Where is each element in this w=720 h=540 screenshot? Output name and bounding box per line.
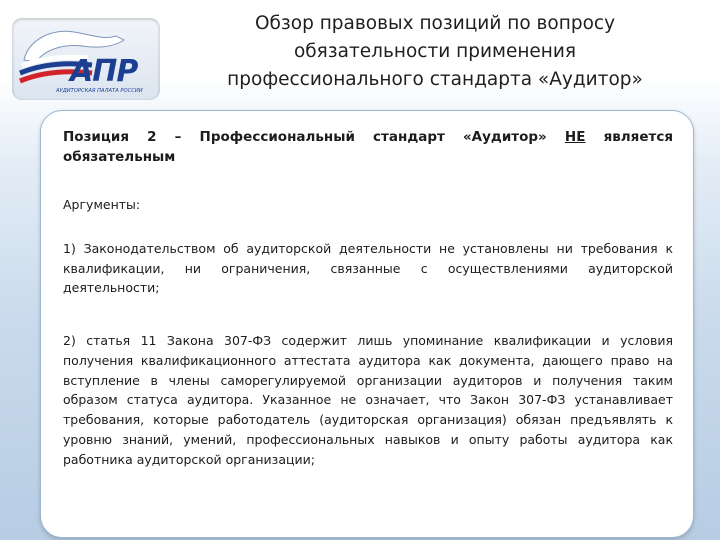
logo-text: АПР bbox=[70, 54, 138, 89]
content-card bbox=[40, 110, 694, 538]
title-line: профессионального стандарта «Аудитор» bbox=[227, 69, 643, 90]
position-emphasis: НЕ bbox=[564, 129, 586, 145]
logo-subtitle: АУДИТОРСКАЯ ПАЛАТА РОССИИ bbox=[56, 88, 143, 94]
arguments-label: Аргументы: bbox=[63, 197, 141, 212]
argument-2: 2) статья 11 Закона 307-ФЗ содержит лишь упоминание квалификации и условия получения квалификационного аттестата аудитора как документа, дающего право на вступление в члены саморегулируемой организации аудиторов и получения таким образом статуса аудитора. Указанное не означает, что Закон 307-ФЗ устанавливает требования, которые работодатель (аудиторская организация) обязан предъявлять к уровню знаний, умений, профессиональных навыков и опыту работы аудитора как работника аудиторской организации; bbox=[63, 333, 673, 467]
position-prefix: Позиция 2 – Профессиональный стандарт «Аудитор» bbox=[63, 129, 565, 145]
position-heading bbox=[63, 127, 673, 167]
title-line: Обзор правовых позиций по вопросу bbox=[254, 13, 616, 34]
position-suffix: является обязательным bbox=[63, 129, 673, 165]
argument-1: 1) Законодательством об аудиторской деятельности не установлены ни требования к квалификации, ни ограничения, связанные с осуществлениями аудиторской деятельности; bbox=[63, 241, 673, 295]
slide-title bbox=[200, 10, 670, 94]
title-line: обязательности применения bbox=[293, 41, 577, 62]
logo bbox=[12, 18, 160, 100]
